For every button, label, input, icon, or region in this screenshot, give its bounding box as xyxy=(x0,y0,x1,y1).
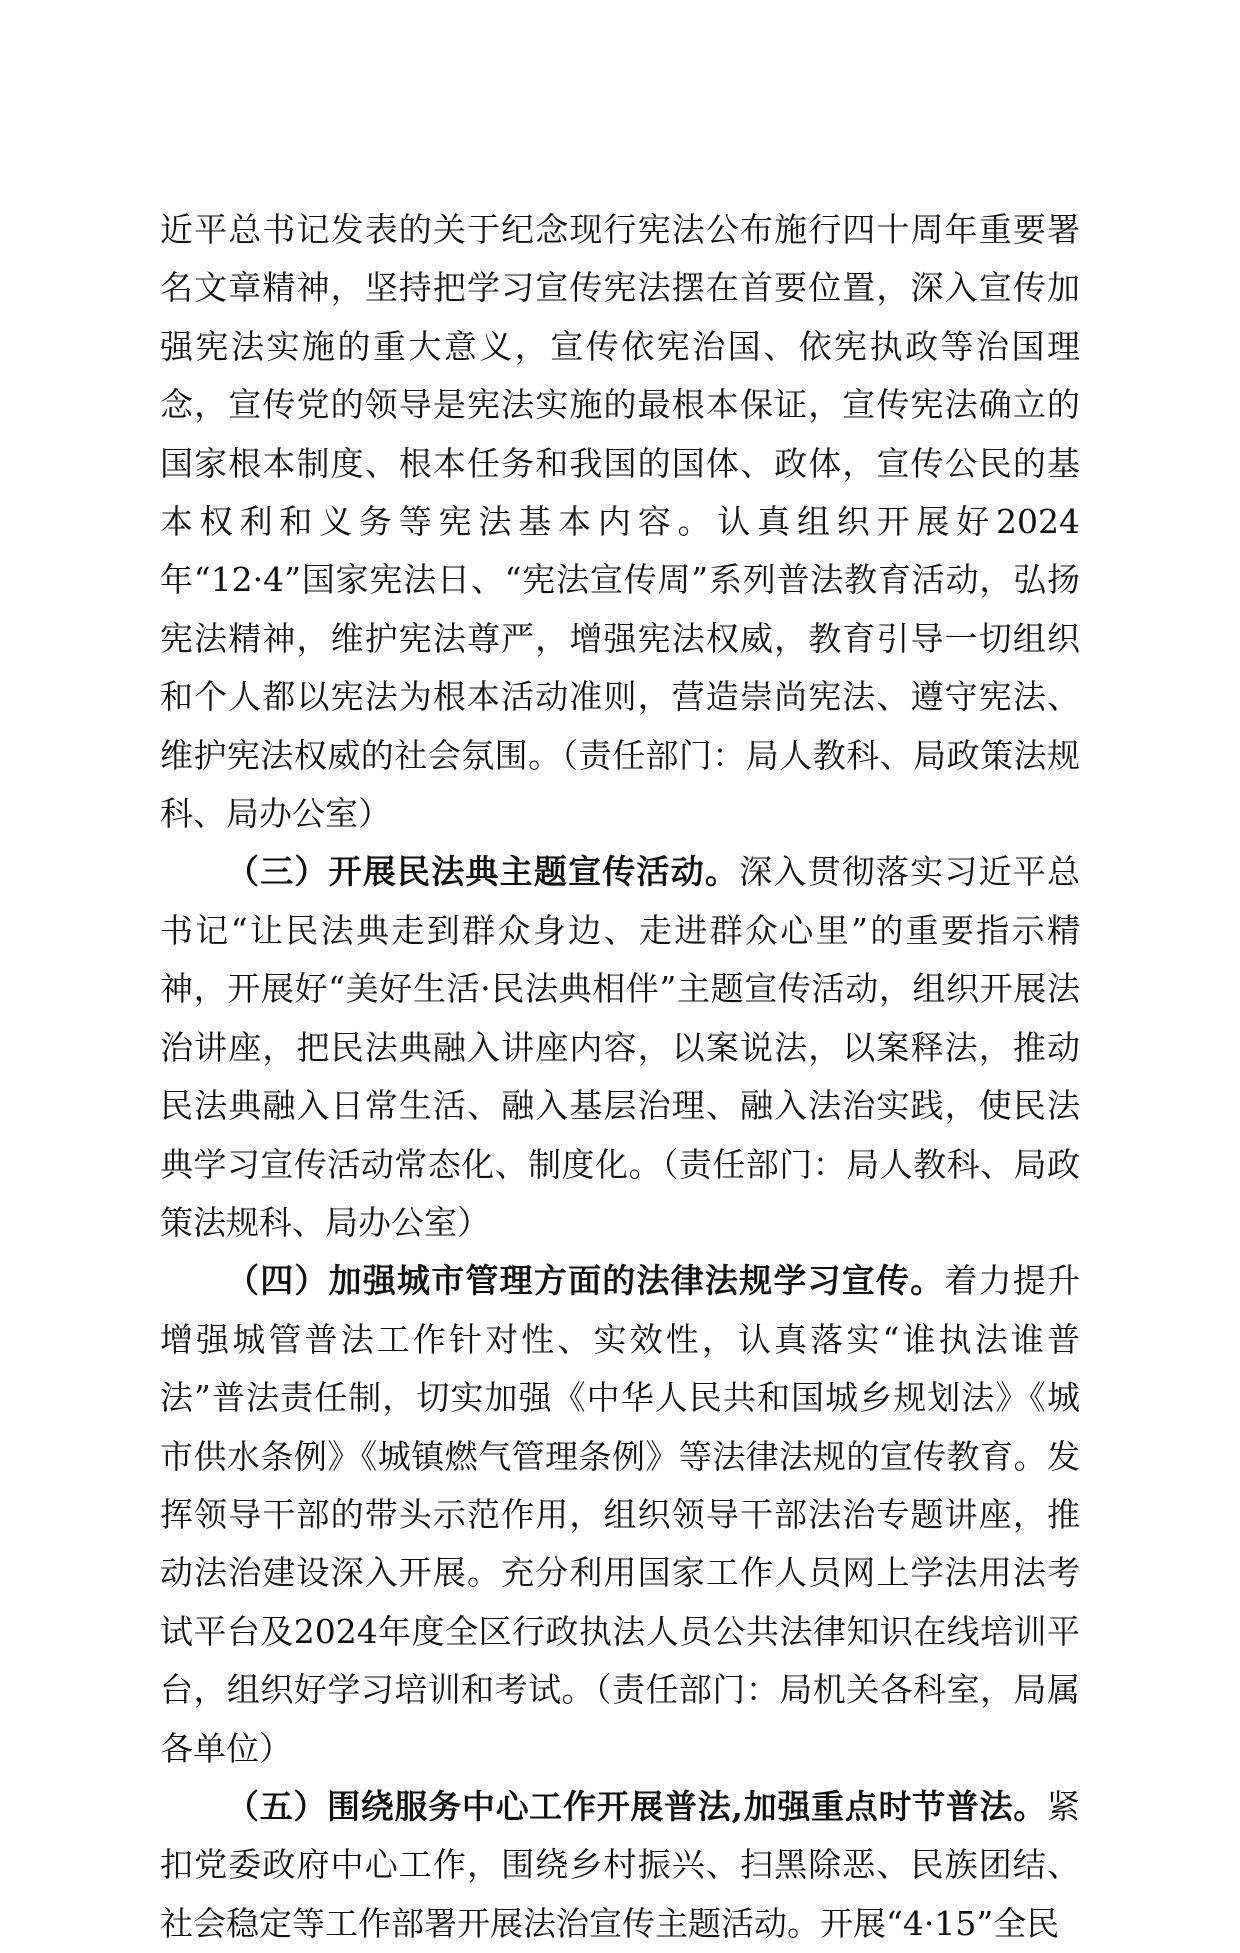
paragraph-civil-code xyxy=(160,843,1080,1252)
paragraph-2-body: 深入贯彻落实习近平总书记“让民法典走到群众身边、走进群众心里”的重要指示精神，开展好“美好生活·民法典相伴”主题宣传活动，组织开展法治讲座，把民法典融入讲座内容，以案说法，以案释法，推动民法典融入日常生活、融入基层治理、融入法治实践，使民法典学习宣传活动常态化、制度化。（责任部门：局人教科、局政策法规科、局办公室） xyxy=(160,852,1081,1242)
section-heading-4: （四）加强城市管理方面的法律法规学习宣传。 xyxy=(226,1261,945,1301)
section-heading-3: （三）开展民法典主题宣传活动。 xyxy=(226,852,740,892)
paragraph-1-body: 近平总书记发表的关于纪念现行宪法公布施行四十周年重要署名文章精神，坚持把学习宣传宪法摆在首要位置，深入宣传加强宪法实施的重大意义，宣传依宪治国、依宪执政等治国理念，宣传党的领导是宪法实施的最根本保证，宣传宪法确立的国家根本制度、根本任务和我国的国体、政体，宣传公民的基本权利和义务等宪法基本内容。认真组织开展好2024年“12·4”国家宪法日、“宪法宣传周”系列普法教育活动，弘扬宪法精神，维护宪法尊严，增强宪法权威，教育引导一切组织和个人都以宪法为根本活动准则，营造崇尚宪法、遵守宪法、维护宪法权威的社会氛围。（责任部门：局人教科、局政策法规科、局办公室） xyxy=(160,210,1080,834)
paragraph-urban-management xyxy=(160,1252,1080,1778)
paragraph-3-body: 着力提升增强城管普法工作针对性、实效性，认真落实“谁执法谁普法”普法责任制，切实加强《中华人民共和国城乡规划法》《城市供水条例》《城镇燃气管理条例》等法律法规的宣传教育。发挥领导干部的带头示范作用，组织领导干部法治专题讲座，推动法治建设深入开展。充分利用国家工作人员网上学法用法考试平台及2024年度全区行政执法人员公共法律知识在线培训平台，组织好学习培训和考试。（责任部门：局机关各科室，局属各单位） xyxy=(160,1261,1081,1768)
document-body xyxy=(160,201,1080,1953)
paragraph-4-body: 紧扣党委政府中心工作，围绕乡村振兴、扫黑除恶、民族团结、社会稳定等工作部署开展法治宣传主题活动。开展“4·15”全民 xyxy=(160,1786,1080,1943)
paragraph-constitution-continued xyxy=(160,201,1080,843)
section-heading-5: （五）围绕服务中心工作开展普法,加强重点时节普法。 xyxy=(226,1786,1047,1826)
paragraph-central-work xyxy=(160,1778,1080,1953)
